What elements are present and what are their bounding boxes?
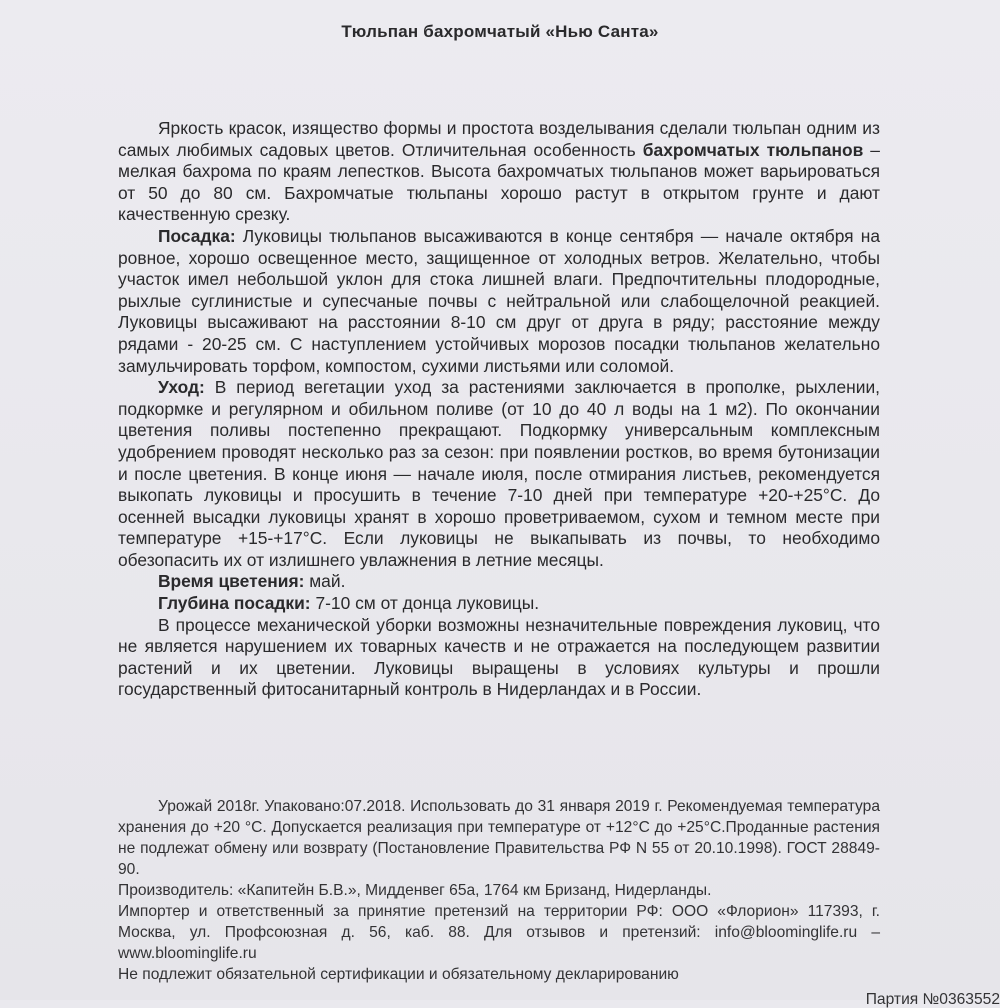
description-block [118, 118, 880, 701]
batch-number: Партия №0363552 [865, 991, 1000, 1008]
importer-info: Импортер и ответственный за принятие претензий на территории РФ: ООО «Флорион» 117393, г. Москва, ул. Профсоюзная д. 56, каб. 88. Для отзывов и претензий: info@bloominglife.ru – www.bloominglife.ru [118, 903, 880, 962]
care-paragraph [118, 377, 880, 571]
intro-text-after: – мелкая бахрома по краям лепестков. Высота бахромчатых тюльпанов может варьироваться от 50 до 80 см. Бахромчатые тюльпаны хорошо растут в открытом грунте и дают качественную срезку. [118, 139, 880, 225]
bloom-time-line [118, 571, 880, 593]
care-text: В период вегетации уход за растениями заключается в прополке, рыхлении, подкормке и регулярном и обильном поливе (от 10 до 40 л воды на 1 м2). По окончании цветения поливы постепенно прекращают. Подкормку универсальным комплексным удобрением проводят несколько раз за сезон: при появлении ростков, во время бутонизации и после цветения. В конце июня — начале июля, после отмирания листьев, рекомендуется выкопать луковицы и просушить в течение 7-10 дней при температуре +20-+25°С. До осенней высадки луковицы хранят в хорошо проветриваемом, сухом и темном месте при температуре +15-+17°С. Если луковицы не выкапывать из почвы, то необходимо обезопасить их от излишнего увлажнения в летние месяцы. [118, 377, 880, 570]
planting-paragraph [118, 226, 880, 377]
notice-paragraph: В процессе механической уборки возможны незначительные повреждения луковиц, что не является нарушением их товарных качеств и не отражается на последующем развитии растений и их цветении. Луковицы выращены в условиях культуры и прошли государственный фитосанитарный контроль в Нидерландах и в России. [118, 614, 880, 700]
intro-bold-term: бахромчатых тюльпанов [642, 139, 864, 160]
planting-depth-line [118, 593, 880, 615]
depth-value: 7-10 см от донца луковицы. [310, 593, 540, 614]
intro-paragraph [118, 118, 880, 226]
care-label: Уход: [158, 377, 205, 398]
planting-label: Посадка: [158, 225, 236, 246]
bloom-label: Время цветения: [158, 571, 305, 592]
certification-info: Не подлежит обязательной сертификации и обязательному декларированию [118, 966, 679, 983]
footer-block [118, 796, 880, 985]
intro-text-before: Яркость красок, изящество формы и простота возделывания сделали тюльпан одним из самых любимых садовых цветов. Отличительная особенность [118, 118, 880, 160]
storage-info: Урожай 2018г. Упаковано:07.2018. Использовать до 31 января 2019 г. Рекомендуемая температура хранения до +20 °С. Допускается реализация при температуре от +12°С до +25°С.Проданные растения не подлежат обмену или возврату (Постановление Правительства РФ N 55 от 20.10.1998). ГОСТ 28849-90. [118, 798, 880, 878]
product-title: Тюльпан бахромчатый «Нью Санта» [341, 22, 659, 41]
depth-label: Глубина посадки: [158, 593, 311, 614]
manufacturer-info: Производитель: «Капитейн Б.В.», Мидденвег 65а, 1764 км Бризанд, Нидерланды. [118, 882, 712, 899]
planting-text: Луковицы тюльпанов высаживаются в конце сентября — начале октября на ровное, хорошо освещенное место, защищенное от холодных ветров. Желательно, чтобы участок имел небольшой уклон для стока лишней влаги. Предпочтительны плодородные, рыхлые суглинистые и супесчаные почвы с нейтральной или слабощелочной реакцией. Луковицы высаживают на расстоянии 8-10 см друг от друга в ряду; расстояние между рядами - 20-25 см. С наступлением устойчивых морозов посадки тюльпанов желательно замульчировать торфом, компостом, сухими листьями или соломой. [118, 225, 880, 376]
bloom-value: май. [304, 571, 346, 592]
